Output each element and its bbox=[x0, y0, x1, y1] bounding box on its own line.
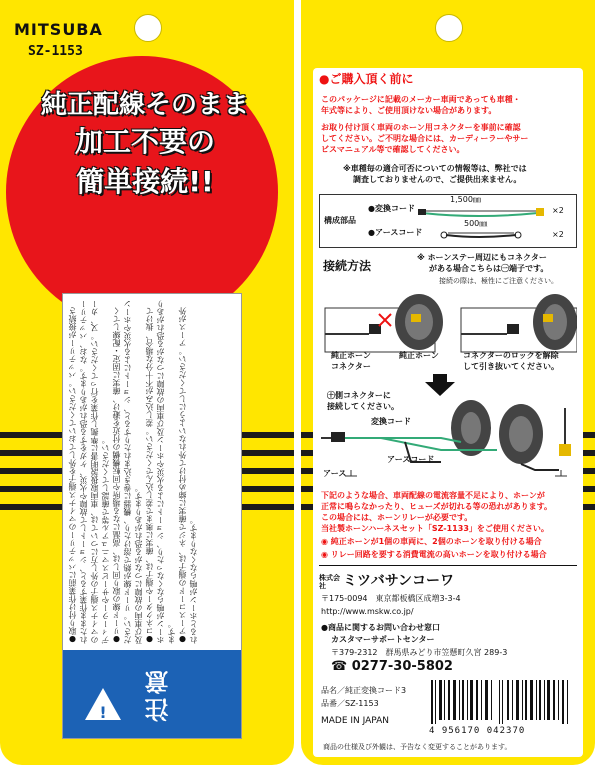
component-name: ●アースコード bbox=[368, 228, 423, 237]
label-stock-horn: 純正ホーン bbox=[399, 351, 439, 360]
hang-hole bbox=[134, 14, 162, 42]
product-number: 品番／SZ-1153 bbox=[321, 699, 379, 708]
support-title: ●商品に関するお問い合わせ窓口 bbox=[321, 623, 440, 632]
support-phone: ☎ 0277-30-5802 bbox=[331, 659, 453, 674]
company-url[interactable]: http://www.mskw.co.jp/ bbox=[321, 607, 414, 616]
footer-note: 商品の仕様及び外観は、予告なく変更することがあります。 bbox=[323, 743, 512, 751]
label-stock-connector: 純正ホーン bbox=[331, 351, 371, 360]
warning-item: ●コネクターや端子は、確実に奥まで差し込んでください。差し込みが不十分な場合、抜けてホーンが鳴らなくなったり、ショートによる火災やホーン及び車両の故障につながる恐れがあります。 bbox=[145, 300, 176, 644]
hang-hole bbox=[435, 14, 463, 42]
label-earth: アース bbox=[323, 469, 347, 478]
headline-line-3: 簡単接続!! bbox=[76, 165, 214, 198]
caution-item: ◉ リレー回路を要する消費電流の高いホーンを取り付ける場合 bbox=[321, 550, 547, 559]
notice-line: お取り付け頂く車両のホーン用コネクターを事前に確認 bbox=[321, 123, 521, 132]
connect-note: がある場合こちらは㊀端子です。 bbox=[429, 264, 549, 273]
cord-diagram bbox=[418, 201, 558, 243]
component-length: 1,500㎜ bbox=[450, 195, 481, 204]
support-center: カスタマーサポートセンター bbox=[331, 635, 435, 644]
headline-line-2: 加工不要の bbox=[74, 125, 215, 158]
notice-line: 年式等により、ご使用頂けない場合があります。 bbox=[321, 106, 497, 115]
company-address: 〒175-0094 東京都板橋区成増3-3-4 bbox=[321, 594, 461, 603]
warning-item: ●リード線の取り回しは、高温になる場所や回転機構の付近を避け、確実に固定・配線してください。リード線が熱で溶けたり、機器に巻き込まれたりすると、ショートによる火災やホーン及び車両の故障につながる恐れがあります。 bbox=[112, 300, 143, 644]
caution-item: ◉ 純正ホーンが1個の車両に、2個のホーンを取り付ける場合 bbox=[321, 537, 542, 546]
caution-line: 正常に鳴らなかったり、ヒューズが切れる等の恐れがあります。 bbox=[321, 502, 552, 511]
component-qty: ×2 bbox=[552, 230, 564, 239]
exclamation-icon: ! bbox=[99, 703, 107, 722]
notice-title: ●ご購入頂く前に bbox=[319, 72, 414, 86]
company-name: ミツバサンコーワ bbox=[343, 573, 455, 589]
notice-line: ※車種毎の適合可否についての情報等は、弊社では bbox=[343, 164, 527, 173]
label-conversion-cord: 変換コード bbox=[371, 417, 411, 426]
components-box bbox=[319, 194, 577, 248]
model-number: SZ-1153 bbox=[28, 44, 83, 59]
info-card bbox=[313, 68, 583, 757]
warning-item: ●取り付け作業前にバッテリーのマイナス端子を外しておいてください。バッテリーが接続されたまま作業すると、ショートして故障や火災、ケガをする恐れがあります。なお、バッテリーのマイナス端子の外し方については、車両取扱説明書に準拠し作業を行ってください。又、カーディーラーやサービスマニュアル等で確認してください。 bbox=[68, 300, 110, 644]
label-earth-cord: アースコード bbox=[387, 455, 435, 464]
connect-note: 接続の際は、極性にご注意ください。 bbox=[439, 277, 558, 285]
components-label: 構成部品 bbox=[324, 216, 356, 225]
caution-line: 下記のような場合、車両配線の電流容量不足により、ホーンが bbox=[321, 491, 545, 500]
connect-title: 接続方法 bbox=[323, 259, 372, 273]
barcode bbox=[429, 680, 577, 728]
warning-card bbox=[62, 293, 242, 739]
warning-title: 注意 bbox=[145, 666, 173, 722]
headline-line-1: 純正配線そのまま bbox=[40, 90, 249, 120]
label-release-lock: して引き抜いてください。 bbox=[463, 362, 559, 371]
label-plus-connector: 接続してください。 bbox=[327, 402, 399, 411]
company-prefix: 株式会社 bbox=[319, 574, 340, 590]
label-plus-connector: ㊉側コネクターに bbox=[327, 391, 391, 400]
front-panel bbox=[0, 0, 294, 765]
brand-logo: MITSUBA bbox=[14, 20, 103, 39]
back-panel bbox=[301, 0, 595, 765]
support-address: 〒379-2312 群馬県みどり市笠懸町久宮 289-3 bbox=[331, 648, 508, 657]
warning-text bbox=[67, 300, 235, 644]
component-length: 500㎜ bbox=[464, 219, 488, 228]
caution-line: この場合には、ホーンリレーが必要です。 bbox=[321, 513, 473, 522]
product-name: 品名／純正変換コード3 bbox=[321, 686, 407, 695]
warning-item: ●アースコードの端子は、ネジで確実に締め付けて外れないようにしてください。アースが外れるとホーンが鳴らなくなります。 bbox=[178, 307, 198, 644]
notice-line: 調査しておりませんので、ご提供出来ません。 bbox=[353, 175, 522, 184]
component-qty: ×2 bbox=[552, 206, 564, 215]
notice-line: このパッケージに記載のメーカー車両であっても車種・ bbox=[321, 95, 521, 104]
connection-step2-diagram bbox=[321, 398, 577, 480]
component-name: ●変換コード bbox=[368, 204, 415, 213]
warning-bar bbox=[63, 650, 241, 738]
notice-line: してください。ご不明な場合には、カーディーラーやサー bbox=[321, 134, 529, 143]
arrow-down-icon bbox=[425, 374, 455, 396]
divider bbox=[319, 565, 577, 566]
made-in: MADE IN JAPAN bbox=[321, 716, 390, 726]
barcode-number: 4 956170 042370 bbox=[429, 726, 526, 736]
label-release-lock: コネクターのロックを解除 bbox=[463, 351, 559, 360]
notice-line: ビスマニュアル等で確認してください。 bbox=[321, 145, 465, 154]
caution-line: 当社製ホーンハーネスセット「SZ-1133」をご使用ください。 bbox=[321, 524, 549, 533]
label-stock-connector: コネクター bbox=[331, 362, 371, 371]
connect-note: ※ ホーンステー周辺にもコネクター bbox=[417, 253, 547, 262]
